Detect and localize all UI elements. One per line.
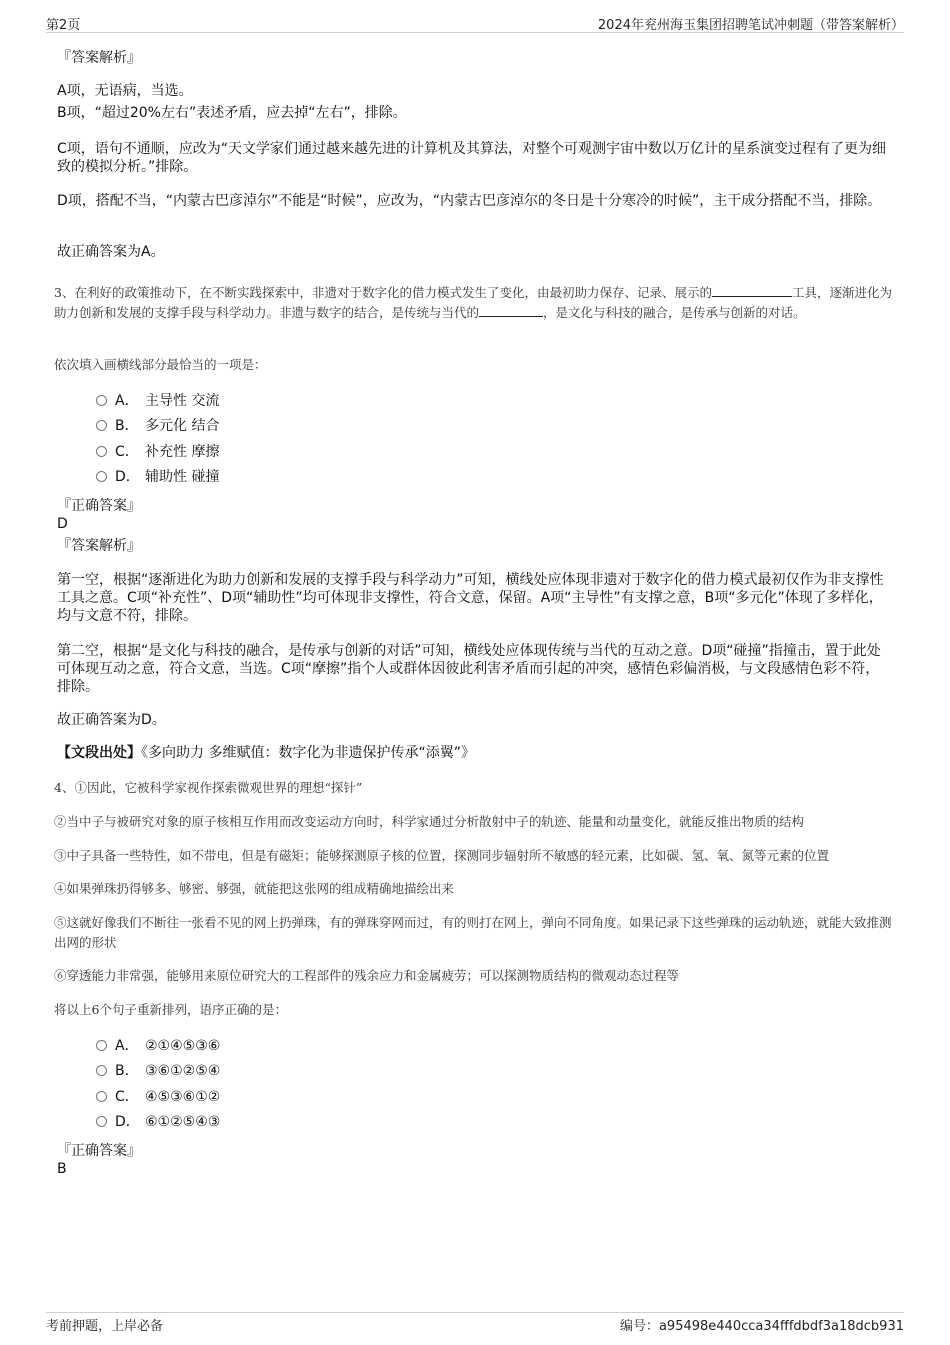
q4-sentence-6: ⑥穿透能力非常强，能够用来原位研究大的工程部件的残余应力和金属疲劳；可以探测物质结构的微观动态过程等 (54, 968, 680, 983)
q4-option-b[interactable]: B． ③⑥①②⑤④ (96, 1062, 220, 1080)
q3-conclusion: 故正确答案为D。 (57, 712, 166, 728)
q3-answer-title: 『正确答案』 (57, 498, 141, 514)
radio-icon[interactable] (96, 446, 107, 457)
q3-blank-2 (479, 304, 543, 317)
q3-stem-part2: 工具，逐渐进化为助力创新和发展的支撑手段与科学动力。非遗与数字的结合，是传统与当代的 (54, 285, 892, 320)
page-footer (46, 1312, 904, 1335)
q4-option-c[interactable]: C． ④⑤③⑥①② (96, 1088, 220, 1106)
q4-option-d[interactable]: D． ⑥①②⑤④③ (96, 1113, 220, 1131)
footer-slogan: 考前押题，上岸必备 (46, 1319, 164, 1334)
q4-sentence-3: ③中子具备一些特性，如不带电，但是有磁矩；能够探测原子核的位置，探测同步辐射所不敏感的轻元素，比如碳、氢、氧、氮等元素的位置 (54, 848, 830, 863)
q4-option-a[interactable]: A． ②①④⑤③⑥ (96, 1037, 220, 1055)
q3-stem-part3: ，是文化与科技的融合，是传承与创新的对话。 (543, 305, 806, 320)
radio-icon[interactable] (96, 395, 107, 406)
q3-option-c[interactable]: C． 补充性 摩擦 (96, 443, 219, 461)
page-number: 第2页 (46, 18, 81, 33)
q3-answer: D (57, 516, 68, 532)
q3-analysis-title: 『答案解析』 (57, 538, 141, 554)
source-label: 【文段出处】 (57, 745, 141, 761)
q3-source (57, 744, 893, 762)
q3-stem (54, 283, 899, 323)
q3-stem-part1: 3、在利好的政策推动下，在不断实践探索中，非遗对于数字化的借力模式发生了变化，由最初助力保存、记录、展示的 (54, 285, 712, 300)
radio-icon[interactable] (96, 1116, 107, 1127)
q2-analysis-c: C项，语句不通顺，应改为“天文学家们通过越来越先进的计算机及其算法，对整个可观测宇宙中数以万亿计的星系演变过程有了更为细致的模拟分析。”排除。 (57, 141, 887, 175)
q4-sentence-2: ②当中子与被研究对象的原子核相互作用而改变运动方向时，科学家通过分析散射中子的轨迹、能量和动量变化，就能反推出物质的结构 (54, 814, 805, 829)
q4-sentence-4: ④如果弹珠扔得够多、够密、够强，就能把这张网的组成精确地描绘出来 (54, 881, 455, 896)
q3-analysis-para1: 第一空，根据“逐渐进化为助力创新和发展的支撑手段与科学动力”可知，横线处应体现非遗对于数字化的借力模式最初仅作为非支撑性工具之意。C项“补充性”、D项“辅助性”均可体现非支撑性，符合文意，保留。A项“主导性”有支撑之意，B项“多元化”体现了多样化，均与文意不符，排除。 (57, 572, 884, 624)
radio-icon[interactable] (96, 1091, 107, 1102)
q3-option-d[interactable]: D． 辅助性 碰撞 (96, 468, 219, 486)
q3-analysis-para2: 第二空，根据“是文化与科技的融合，是传承与创新的对话”可知，横线处应体现传统与当代的互动之意。D项“碰撞”指撞击，置于此处可体现互动之意，符合文意，当选。C项“摩擦”指个人或群体因彼此利害矛盾而引起的冲突，感情色彩偏消极，与文段感情色彩不符，排除。 (57, 643, 881, 695)
radio-icon[interactable] (96, 1040, 107, 1051)
q3-option-a[interactable]: A． 主导性 交流 (96, 392, 219, 410)
q2-conclusion: 故正确答案为A。 (57, 244, 165, 260)
q3-prompt: 依次填入画横线部分最恰当的一项是： (54, 357, 267, 372)
q3-blank-1 (712, 284, 792, 297)
document-id: 编号：a95498e440cca34fffdbdf3a18dcb931 (619, 1319, 904, 1334)
page-header (46, 12, 904, 33)
q2-analysis-d: D项，搭配不当，“内蒙古巴彦淖尔”不能是“时候”，应改为，“内蒙古巴彦淖尔的冬日是十分寒冷的时候”，主干成分搭配不当，排除。 (57, 193, 882, 209)
q2-analysis-a: A项，无语病，当选。 (57, 83, 193, 99)
radio-icon[interactable] (96, 420, 107, 431)
q4-answer: B (57, 1161, 67, 1177)
q2-analysis-b: B项，“超过20%左右”表述矛盾，应去掉“左右”，排除。 (57, 105, 407, 121)
radio-icon[interactable] (96, 1065, 107, 1076)
source-text: 《多向助力 多维赋值：数字化为非遗保护传承“添翼”》 (141, 745, 475, 761)
q4-sentence-5: ⑤这就好像我们不断往一张看不见的网上扔弹珠，有的弹珠穿网而过，有的则打在网上，弹向不同角度。如果记录下这些弹珠的运动轨迹，就能大致推测出网的形状 (54, 915, 892, 950)
q3-option-b[interactable]: B． 多元化 结合 (96, 417, 219, 435)
q4-sentence-1: 4、①因此，它被科学家视作探索微观世界的理想“探针” (54, 780, 363, 795)
document-title: 2024年兖州海玉集团招聘笔试冲刺题（带答案解析） (597, 18, 904, 33)
q4-prompt: 将以上6个句子重新排列，语序正确的是： (54, 1002, 287, 1017)
q4-answer-title: 『正确答案』 (57, 1143, 141, 1159)
radio-icon[interactable] (96, 471, 107, 482)
q2-analysis-title: 『答案解析』 (57, 50, 141, 66)
